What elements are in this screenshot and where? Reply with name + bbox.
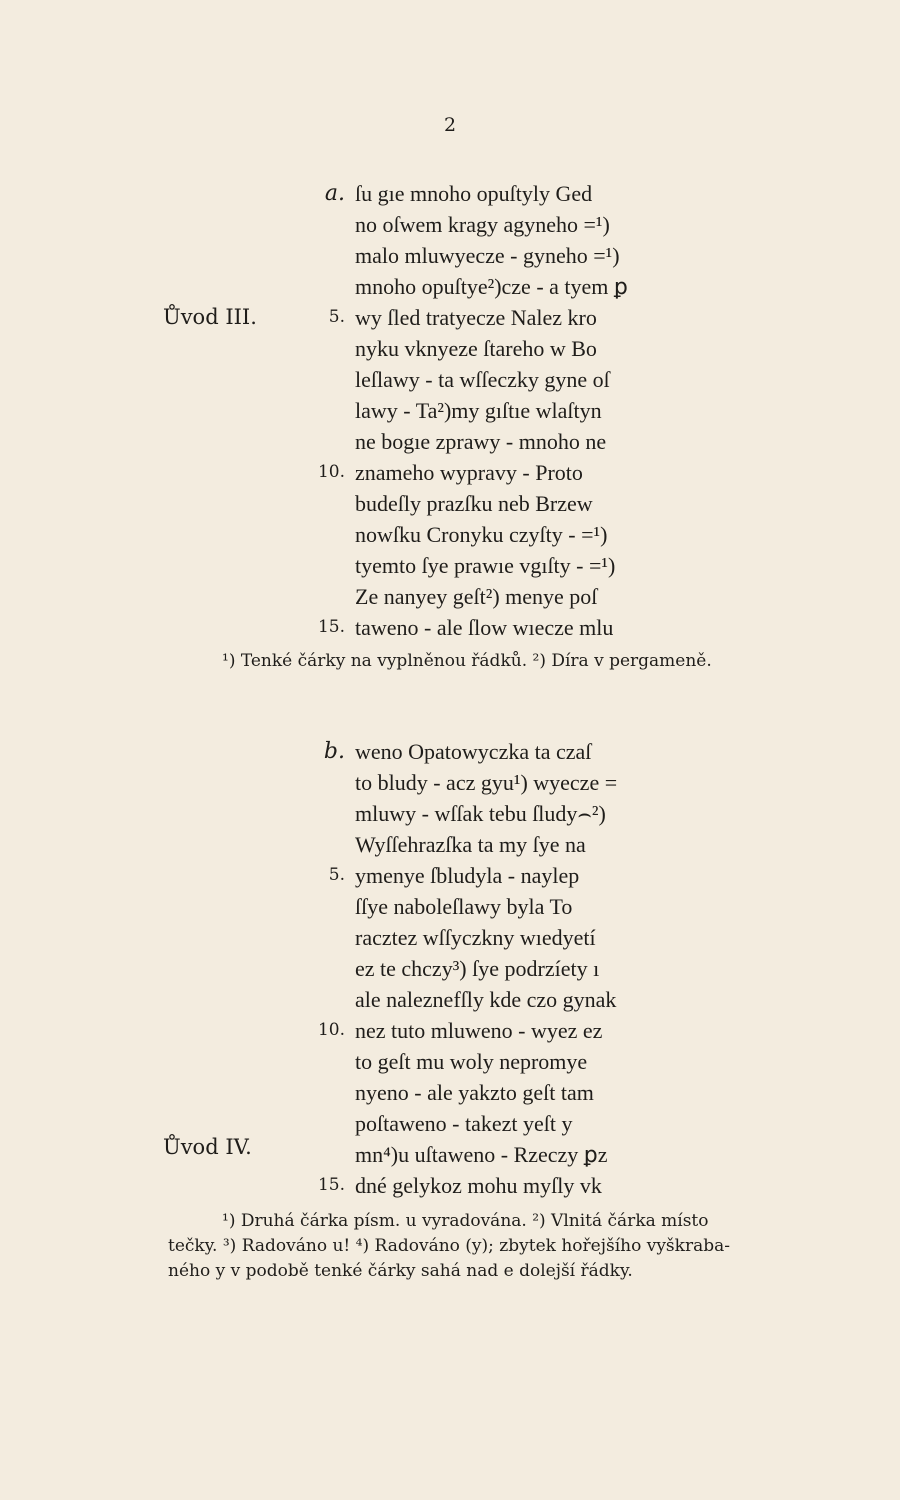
text-line: ymenye ſbludyla - naylep xyxy=(355,863,580,888)
text-line: Ze nanyey geſt²) menye poſ xyxy=(355,584,598,609)
text-line: to bludy - acz gyu¹) wyecze = xyxy=(355,770,618,795)
text-line: lawy - Ta²)my gıſtıe wlaſtyn xyxy=(355,398,602,423)
page-number: 2 xyxy=(443,114,457,136)
text-line: Wyſſehrazſka ta my ſye na xyxy=(355,832,586,857)
text-line: taweno - ale ſlow wıecze mlu xyxy=(355,615,614,640)
text-line: malo mluwyecze - gyneho =¹) xyxy=(355,243,620,268)
section-letter-b: b. xyxy=(323,739,345,764)
text-line: nyku vknyeze ſtareho w Bo xyxy=(355,336,597,361)
footnote-b-line-1: ¹) Druhá čárka písm. u vyradována. ²) Vlnitá čárka místo xyxy=(222,1211,709,1231)
text-line: mn⁴)u uſtaweno - Rzeczy ꝑz xyxy=(355,1142,608,1167)
footnote-b-line-3: ného y v podobě tenké čárky sahá nad e dolejší řádky. xyxy=(168,1261,633,1281)
text-line: mnoho opuſtye²)cze - a tyem ꝑ xyxy=(355,274,628,299)
section-letter-a: a. xyxy=(324,181,345,206)
text-line: dné gelykoz mohu myſly vk xyxy=(355,1173,602,1198)
line-number-5: 5. xyxy=(328,307,345,327)
text-line: racztez wſſyczkny wıedyetí xyxy=(355,925,596,950)
text-line: znameho wypravy - Proto xyxy=(355,460,583,485)
line-number-15: 15. xyxy=(317,1175,345,1195)
text-line: poſtaweno - takezt yeſt y xyxy=(355,1111,573,1136)
text-line: ez te chczy³) ſye podrzíety ı xyxy=(355,956,600,981)
text-line: ale naleznefſly kde czo gynak xyxy=(355,987,617,1012)
text-line: wy ſled tratyecze Nalez kro xyxy=(355,305,597,330)
text-line: mluwy - wſſak tebu ſludy⌢²) xyxy=(355,801,606,826)
footnote-a: ¹) Tenké čárky na vyplněnou řádků. ²) Díra v pergameně. xyxy=(222,651,712,671)
footnote-b-line-2: tečky. ³) Radováno u! ⁴) Radováno (y); zbytek hořejšího vyškraba- xyxy=(168,1236,730,1256)
text-line: nowſku Cronyku czyſty - =¹) xyxy=(355,522,608,547)
text-line: budeſly prazſku neb Brzew xyxy=(355,491,593,516)
text-line: no oſwem kragy agyneho =¹) xyxy=(355,212,610,237)
text-line: to geſt mu woly nepromye xyxy=(355,1049,588,1074)
margin-label-uvod-iv: Ůvod IV. xyxy=(163,1135,252,1159)
text-line: leſlawy - ta wſſeczky gyne oſ xyxy=(355,367,610,392)
line-number-5: 5. xyxy=(328,865,345,885)
text-line: tyemto ſye prawıe vgıſty - =¹) xyxy=(355,553,616,578)
text-line: nez tuto mluweno - wyez ez xyxy=(355,1018,603,1043)
margin-label-uvod-iii: Ůvod III. xyxy=(163,305,257,329)
text-line: weno Opatowyczka ta czaſ xyxy=(355,739,592,764)
text-line: nyeno - ale yakzto geſt tam xyxy=(355,1080,594,1105)
text-line: ſſye naboleſlawy byla To xyxy=(355,894,573,919)
line-number-15: 15. xyxy=(317,617,345,637)
text-line: ſu gıe mnoho opuſtyly Ged xyxy=(355,181,593,206)
text-line: ne bogıe zprawy - mnoho ne xyxy=(355,429,607,454)
line-number-10: 10. xyxy=(317,1020,345,1040)
line-number-10: 10. xyxy=(317,462,345,482)
